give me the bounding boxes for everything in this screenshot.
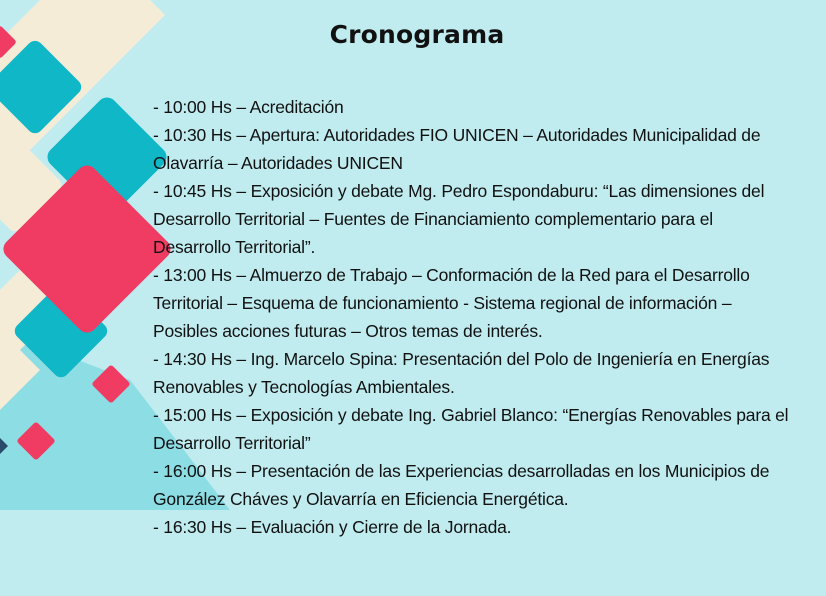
schedule-list [153,93,793,541]
schedule-item-1500: - 15:00 Hs – Exposición y debate Ing. Gabriel Blanco: “Energías Renovables para el Desarrollo Territorial” [153,405,789,453]
schedule-item-1600: - 16:00 Hs – Presentación de las Experiencias desarrolladas en los Municipios de González Cháves y Olavarría en Eficiencia Energética. [153,461,770,509]
schedule-item-1030: - 10:30 Hs – Apertura: Autoridades FIO UNICEN – Autoridades Municipalidad de Olavarría – Autoridades UNICEN [153,125,761,173]
schedule-item-1045: - 10:45 Hs – Exposición y debate Mg. Pedro Espondaburu: “Las dimensiones del Desarrollo Territorial – Fuentes de Financiamiento complementario para el Desarrollo Territorial”. [153,181,765,257]
schedule-item-1630: - 16:30 Hs – Evaluación y Cierre de la Jornada. [153,517,512,537]
schedule-item-1430: - 14:30 Hs – Ing. Marcelo Spina: Presentación del Polo de Ingeniería en Energías Renovables y Tecnologías Ambientales. [153,349,770,397]
schedule-item-1000: - 10:00 Hs – Acreditación [153,97,344,117]
slide-title: Cronograma [329,20,505,49]
schedule-item-1300: - 13:00 Hs – Almuerzo de Trabajo – Conformación de la Red para el Desarrollo Territorial – Esquema de funcionamiento - Sistema regional de información – Posibles acciones futuras – Otros temas de interés. [153,265,750,341]
